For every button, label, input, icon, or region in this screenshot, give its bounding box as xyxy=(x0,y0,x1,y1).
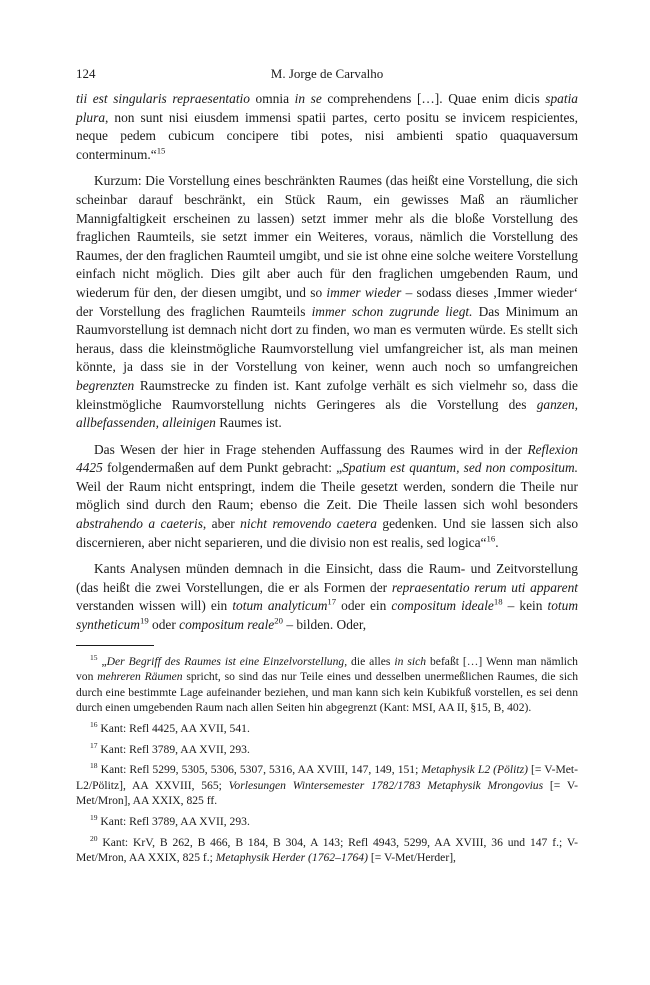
paragraph-2 xyxy=(76,172,578,432)
emphasis: Metaphysik L2 (Pölitz) xyxy=(421,763,528,777)
footnote-number: 16 xyxy=(90,720,98,730)
latin-phrase: compositum ideale xyxy=(391,598,494,614)
text-run: – sodass dieses ‚Immer wieder‘ der Vorstellung des fraglichen Raumteils xyxy=(76,284,578,319)
latin-phrase: spatia plura xyxy=(76,91,579,125)
text-run: – bilden. Oder, xyxy=(282,617,367,633)
text-run: [= V-Met-L2/Pölitz], AA XXVIII, 565; xyxy=(76,763,578,792)
text-run: spricht, so sind das nur Teile eines und desselben unermeßlichen Raumes, die sich durch eine bestimmte Lage aufeinander beziehen, und man kann sich kein Kubikfuß vorstellen, es sei denn durch einen umgebenden Raum nach allen Seiten hin abgegrenzt (Kant: MSI, AA II, §15, B, 402). xyxy=(76,670,578,715)
text-run: , non sunt nisi eiusdem immensi spatii partes, certo positu se invicem respicientes, neque pedem cubicum concipere tibi potes, nisi ambienti spatio quaquaversum conterminum.“ xyxy=(76,109,578,162)
text-run: . xyxy=(495,534,499,550)
text-run: [= V-Met/Herder], xyxy=(367,851,456,865)
text-run: oder xyxy=(148,617,180,633)
text-run: Das Wesen der hier in Frage stehenden Auffassung des Raumes wird in der xyxy=(94,441,528,457)
text-run: – kein xyxy=(502,598,548,614)
footnote-number: 15 xyxy=(90,652,98,662)
footnote-number: 20 xyxy=(90,833,98,843)
text-run: Kant: Refl 3789, AA XVII, 293. xyxy=(97,814,250,828)
footnote-15 xyxy=(76,654,578,716)
text-run: Raumes ist. xyxy=(215,415,282,431)
footnote-ref-20[interactable]: 20 xyxy=(274,615,283,626)
emphasis: begrenzten xyxy=(76,377,135,393)
footnote-ref-19[interactable]: 19 xyxy=(139,615,149,626)
emphasis: Metaphysik Herder (1762–1764) xyxy=(215,851,368,865)
text-run: , aber xyxy=(202,516,241,532)
text-run: omnia xyxy=(249,91,295,106)
emphasis: ganzen, allbefassenden, alleinigen xyxy=(76,396,578,431)
footnote-ref-17[interactable]: 17 xyxy=(327,596,337,607)
latin-phrase: repraesentatio rerum uti apparent xyxy=(391,579,578,595)
text-run: [= V-Met/Mron], AA XXIX, 825 ff. xyxy=(76,778,579,808)
text-run: Kurzum: Die Vorstellung eines beschränkten Raumes (das heißt eine Vorstellung, die sich scheinbar darauf beschränkt, ein Stück Raum, ein gewisses Maß an räumlicher Mannigfaltigkeit erscheinen zu lassen) setzt immer mehr als die bloße Vorstellung des fraglichen Raumteils, sie setzt immer ein Weiteres, voraus, nämlich die Vorstellung des Raumes, der den fraglichen Raumteil umgibt, und sie ist ohne eine solche weitere Vorstellung einfach nicht möglich. Dies gilt aber auch für den fraglichen umgebenden Raum, und wiederum für den, der diesen umgibt, und so xyxy=(76,173,578,300)
emphasis: Vorlesungen Wintersemester 1782/1783 Metaphysik Mrongovius xyxy=(228,778,544,792)
emphasis: immer schon zugrunde liegt. xyxy=(311,303,473,319)
text-run: Kant: Refl 4425, AA XVII, 541. xyxy=(97,722,250,735)
text-run: oder ein xyxy=(336,598,392,614)
text-run: folgendermaßen auf dem Punkt gebracht: „ xyxy=(102,460,343,476)
paragraph-1 xyxy=(76,90,578,164)
running-head-author: M. Jorge de Carvalho xyxy=(270,66,384,81)
text-run: befaßt […] Wenn man nämlich von xyxy=(76,654,578,684)
text-run: verstanden wissen will) ein xyxy=(76,598,233,614)
footnote-18 xyxy=(76,762,578,809)
footnote-19 xyxy=(76,814,578,830)
footnote-17 xyxy=(76,742,578,758)
emphasis: mehreren Räumen xyxy=(97,670,183,684)
footnote-ref-15[interactable]: 15 xyxy=(156,145,166,156)
emphasis: Reflexion 4425 xyxy=(76,441,578,476)
latin-phrase: in se xyxy=(294,91,322,106)
text-run: Kant: KrV, B 262, B 466, B 184, B 304, A 143; Refl 4943, 5299, AA XVIII, 36 und 147 f.; V-Met/Mron, AA XXIX, 825 f.; xyxy=(76,835,578,865)
emphasis: immer wieder xyxy=(326,284,402,300)
footnote-divider xyxy=(76,645,154,646)
footnotes xyxy=(76,654,578,866)
running-header xyxy=(76,62,578,82)
latin-phrase: tii est singularis repraesentatio xyxy=(76,91,250,106)
footnote-ref-16[interactable]: 16 xyxy=(486,533,496,544)
book-page xyxy=(76,62,578,871)
text-run: Raumstrecke zu finden ist. Kant zufolge verhält es sich vielmehr so, dass die kleinstmögliche Raumvorstellung nichts Geringeres als die Vorstellung des xyxy=(76,377,578,412)
text-run: Kant: Refl 3789, AA XVII, 293. xyxy=(97,742,250,756)
latin-phrase: abstrahendo a caeteris xyxy=(76,516,203,532)
latin-phrase: totum syntheticum xyxy=(76,598,579,633)
text-run: , die alles xyxy=(344,654,395,668)
emphasis: in sich xyxy=(394,654,427,668)
footnote-number: 17 xyxy=(90,740,98,750)
text-run: Kant: Refl 5299, 5305, 5306, 5307, 5316, AA XVIII, 147, 149, 151; xyxy=(97,763,422,777)
text-run: Kants Analysen münden demnach in die Einsicht, dass die Raum- und Zeitvorstellung (das heißt die zwei Vorstellungen, die er als Formen der xyxy=(76,561,578,595)
main-text xyxy=(76,90,578,635)
footnote-16 xyxy=(76,721,578,737)
page-number: 124 xyxy=(76,66,96,81)
footnote-ref-18[interactable]: 18 xyxy=(493,596,503,607)
paragraph-4 xyxy=(76,560,578,634)
footnote-20 xyxy=(76,835,578,866)
emphasis: Der Begriff des Raumes ist eine Einzelvorstellung xyxy=(106,654,345,668)
latin-phrase: totum analyticum xyxy=(232,598,328,614)
paragraph-3 xyxy=(76,441,578,553)
latin-phrase: nicht removendo caetera xyxy=(240,516,377,532)
footnote-number: 19 xyxy=(90,813,98,823)
latin-phrase: Spatium est quantum, sed non compositum. xyxy=(342,460,578,476)
text-run: „ xyxy=(97,654,107,668)
text-run: comprehendens […]. Quae enim dicis xyxy=(321,91,546,106)
latin-phrase: compositum reale xyxy=(179,617,275,633)
text-run: gedenken. Und sie lassen sich also discernieren, aber nicht separieren, und die divisio non est realis, sed logica“ xyxy=(76,516,579,550)
text-run: Das Minimum an Raumvorstellung ist demnach nicht dort zu finden, wo man es vermuten würde. Es stellt sich heraus, dass die kleinstmögliche Raumvorstellung viel umfangreicher ist, als man meinen könnte, ja dass sie in der Vorstellung von keiner, wenn auch noch so umfangreichen xyxy=(76,303,578,375)
footnote-number: 18 xyxy=(90,761,98,771)
text-run: Weil der Raum nicht entspringt, indem die Theile gesetzt werden, sondern die Theile nur möglich sind durch den Raum; ebenso die Zeit. Die Theile lassen sich wohl besonders xyxy=(76,478,578,513)
